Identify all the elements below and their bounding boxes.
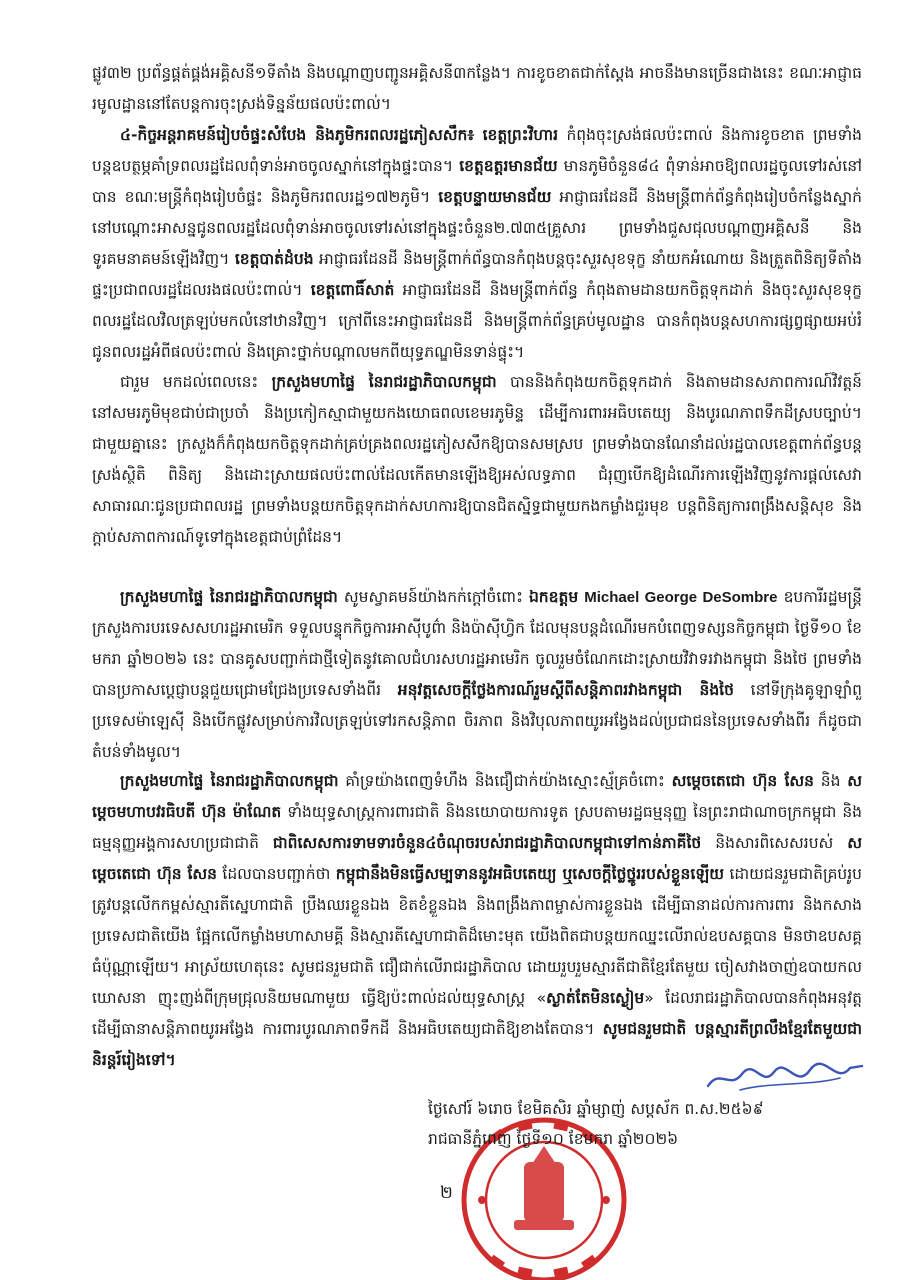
paragraph-housing-intervention	[92, 120, 862, 368]
paragraph-text: នៅទីក្រុងគូឡាឡាំពួ ប្រទេសម៉ាឡេស៊ី និងបើកផ្លូវសម្រាប់ការវិលត្រឡប់ទៅរកសន្តិភាព ចិរភាព និងវិបុលភាពយូរអង្វែងដល់ប្រជាជននៃប្រទេសទាំងពីរ ក៏ដូចជាតំបន់ទាំងមូល។	[92, 681, 862, 761]
province-battambang: ខេត្តបាត់ដំបង	[234, 250, 314, 268]
province-pursat: ខេត្តពោធិ៍សាត់	[310, 281, 395, 299]
official-name: Michael George DeSombre	[584, 589, 778, 606]
ministry-name: ក្រសួងមហាផ្ទៃ នៃរាជរដ្ឋាភិបាលកម្ពុជា	[271, 373, 497, 391]
paragraph-text: ឧបការីរដ្ឋមន្ត្រីក្រសួងការបរទេសសហរដ្ឋអាមេរិក ទទួលបន្ទុកកិច្ចការអាស៊ីបូព៌ា និងប៉ាស៊ីហ្វិក ដែលមុនបន្តដំណើរមកបំពេញទស្សនកិច្ចកម្ពុជា ថ្ងៃទី១០ ខែមករា ឆ្នាំ២០២៦ នេះ បានគូសបញ្ជាក់ជាថ្មីទៀតនូវគោលជំហរសហរដ្ឋអាមេរិក ចូលរួមចំណែកដោះស្រាយវិវាទរវាងកម្ពុជា និងថៃ ព្រមទាំងបានប្រកាសប្តេជ្ញាបន្តជួយជ្រោមជ្រែងប្រទេសទាំងពីរ	[92, 588, 862, 699]
province-oddar-meanchey: ខេត្តឧត្តរមានជ័យ	[459, 157, 558, 175]
date-solar	[428, 1124, 868, 1154]
paragraph-text: គាំទ្រយ៉ាងពេញទំហឹង និងជឿជាក់យ៉ាងស្មោះស្ម័គ្រចំពោះ	[338, 772, 672, 790]
joint-declaration: អនុវត្តសេចក្តីថ្លែងការណ៍រួមស្តីពីសន្តិភាពរវាងកម្ពុជា និងថៃ	[397, 681, 734, 699]
sovereignty-statement: កម្ពុជានឹងមិនធ្វើសម្បទាននូវអធិបតេយ្យ ឬសេចក្តីថ្លៃថ្នូររបស់ខ្លួនឡើយ	[335, 865, 725, 883]
paragraph-text: អាជ្ញាធរដែនដី និងមន្ត្រីពាក់ព័ន្ធ កំពុងតាមដានយកចិត្តទុកដាក់ និងចុះសួរសុខទុក្ខពលរដ្ឋដែលវិលត្រឡប់មកលំនៅឋានវិញ។ ក្រៅពីនេះអាជ្ញាធរដែនដី និងមន្ត្រីពាក់ព័ន្ធគ្រប់មូលដ្ឋាន បានកំពុងបន្តសហការផ្សព្វផ្សាយអប់រំជូនពលរដ្ឋអំពីផលប៉ះពាល់ និងគ្រោះថ្នាក់បណ្តាលមកពីយុទ្ធភណ្ឌមិនទាន់ផ្ទុះ។	[92, 281, 862, 361]
paragraph-text: ជារួម មកដល់ពេលនេះ	[120, 373, 272, 391]
date-lunar	[428, 1094, 868, 1124]
ministry-name: ក្រសួងមហាផ្ទៃ នៃរាជរដ្ឋាភិបាលកម្ពុជា	[120, 772, 339, 790]
date-solar-text: រាជធានីភ្នំពេញ ថ្ងៃទី១០ ខែមករា ឆ្នាំ២០២៦	[428, 1130, 679, 1148]
paragraph-text: ដែលបានបញ្ជាក់ថា	[216, 865, 336, 883]
section-heading: ៤-កិច្ចអន្តរាគមន៍រៀបចំផ្ទះសំបែង និងភូមិករពលរដ្ឋភៀសសឹក៖	[120, 126, 475, 144]
ministry-name: ក្រសួងមហាផ្ទៃ នៃរាជរដ្ឋាភិបាលកម្ពុជា	[120, 588, 338, 606]
paragraph-text: » ដែលរាជរដ្ឋាភិបាលបានកំពុងអនុវត្ត ដើម្បីធានាសន្តិភាពយូរអង្វែង ការពារបូរណភាពទឹកដី និងអធិបតេយ្យជាតិឱ្យខាងតែបាន។	[92, 989, 862, 1038]
paragraph-infrastructure-damage	[92, 58, 862, 120]
paragraph-text: បាននិងកំពុងយកចិត្តទុកដាក់ និងតាមដានសភាពការណ៍វិវត្តន៍នៅសមរភូមិមុខជាប់ជាប្រចាំ និងប្រកៀកស្មាជាមួយកងយោធពលខេមរភូមិន្ទ ដើម្បីការពារអធិបតេយ្យ និងបូរណភាពទឹកដីស្របច្បាប់។ ជាមួយគ្នានេះ ក្រសួងក៏កំពុងយកចិត្តទុកដាក់គ្រប់គ្រងពលរដ្ឋភៀសសឹកឱ្យបានសមស្រប ព្រមទាំងបានណែនាំដល់រដ្ឋបាលខេត្តពាក់ព័ន្ធបន្តស្រង់ស្ថិតិ ពិនិត្យ និងដោះស្រាយផលប៉ះពាល់ដែលកើតមានឡើងឱ្យអស់លទ្ធភាព ជំរុញបើកឱ្យដំណើរការឡើងវិញនូវការផ្តល់សេវាសាធារណៈជូនប្រជាពលរដ្ឋ ព្រមទាំងបន្តយកចិត្តទុកដាក់សហការឱ្យបានជិតស្និទ្ធជាមួយកងកម្លាំងជួរមុខ បន្តពិនិត្យការពង្រឹងសន្តិសុខ និងក្តាប់សភាពការណ៍ទូទៅក្នុងខេត្តជាប់ព្រំដែន។	[92, 373, 862, 546]
paragraph-text: អាជ្ញាធរដែនដី និងមន្ត្រីពាក់ព័ន្ធកំពុងរៀបចំកន្លែងស្នាក់នៅបណ្តោះអាសន្នជូនពលរដ្ឋដែលពុំទាន់អាចចូលទៅរស់នៅក្នុងផ្ទះចំនួន២.៧៣៥គ្រួសារ ព្រមទាំងជួសជុលបណ្តាញអគ្គិសនី និងទូរគមនាគមន៍ឡើងវិញ។	[92, 188, 862, 268]
paragraph-text: និងសារពិសេសរបស់	[701, 834, 848, 852]
strategy-name: ស្ងាត់តែមិនស្ងៀម	[546, 989, 645, 1007]
leader-name: សម្តេចតេជោ ហ៊ុន សែន	[671, 772, 814, 790]
leader-name: សម្តេចមហាបវរធិបតី ហ៊ុន ម៉ាណែត	[92, 772, 862, 821]
paragraph-us-welcome	[92, 582, 862, 768]
paragraph-text: មានភូមិចំនួន៨៤ ពុំទាន់អាចឱ្យពលរដ្ឋចូលទៅរស់នៅបាន ខណៈមន្ត្រីកំពុងរៀបចំផ្ទះ និងភូមិករពលរដ្ឋ១៧២ភូមិ។	[92, 157, 862, 206]
leader-name: សម្តេចតេជោ ហ៊ុន សែន	[92, 834, 862, 883]
paragraph-text: ទាំងយុទ្ធសាស្ត្រការពារជាតិ និងនយោបាយការទូត ស្របតាមរដ្ឋធម្មនុញ្ញ នៃព្រះរាជាណាចក្រកម្ពុជា និងធម្មនុញ្ញអង្គការសហប្រជាជាតិ	[92, 803, 862, 852]
paragraph-text: អាជ្ញាធរដែនដី និងមន្ត្រីពាក់ព័ន្ធបានកំពុងបន្តចុះសួរសុខទុក្ខ នាំយកអំណោយ និងត្រួតពិនិត្យទីតាំងផ្ទះប្រជាពលរដ្ឋដែលរងផលប៉ះពាល់។	[92, 250, 862, 299]
paragraph-text: សូមស្វាគមន៍យ៉ាងកក់ក្តៅចំពោះ	[337, 588, 529, 606]
paragraph-text: ដោយជនរួមជាតិគ្រប់រូបត្រូវបន្តលើកកម្ពស់ស្មារតីស្នេហាជាតិ ប្រឹងឈរខ្លួនឯង ខិតខំខ្លួនឯង និងពង្រឹងភាពម្ចាស់ការខ្លួនឯង ដើម្បីធានាដល់ការការពារ និងកសាងប្រទេសជាតិយើង ផ្អែកលើកម្លាំងមហាសាមគ្គី និងស្មារតីស្នេហាជាតិដ៏មោះមុត យើងពិតជាបន្តយកឈ្នះលើរាល់ឧបសគ្គបាន មិនថាឧបសគ្គធំប៉ុណ្ណាឡើយ។ អាស្រ័យហេតុនេះ សូមជនរួមជាតិ ជឿជាក់លើរាជរដ្ឋាភិបាល ដោយរួបរួមស្មារតីជាតិខ្មែរតែមួយ ចៀសវាងចាញ់ឧបាយកលឃោសនា ញុះញង់ពីក្រុមជ្រុលនិយមណាមួយ ធ្វើឱ្យប៉ះពាល់ដល់យុទ្ធសាស្ត្រ «	[92, 865, 863, 1007]
paragraph-support-statement	[92, 766, 862, 1076]
paragraph-text: និង	[814, 772, 848, 790]
province-preah-vihear: ខេត្តព្រះវិហារ	[482, 126, 559, 144]
four-point-demands: ជាពិសេសការទាមទារចំនួន៤ចំណុចរបស់រាជរដ្ឋាភិបាលកម្ពុជាទៅកាន់ភាគីថៃ	[272, 834, 702, 852]
province-banteay-meanchey: ខេត្តបន្ទាយមានជ័យ	[438, 188, 552, 206]
honorific-title: ឯកឧត្តម	[528, 588, 579, 606]
paragraph-text: ផ្លូវ៣២ ប្រព័ន្ធផ្គត់ផ្គង់អគ្គិសនី១ទីតាំង និងបណ្តាញបញ្ជូនអគ្គិសនី៣កន្លែង។ ការខូចខាតជាក់ស្តែង អាចនឹងមានច្រើនជាងនេះ ខណៈអាជ្ញាធរមូលដ្ឋាននៅតែបន្តការចុះស្រង់ទិន្នន័យផលប៉ះពាល់។	[92, 64, 862, 113]
closing-appeal: សូមជនរួមជាតិ បន្តស្មារតីព្រលឹងខ្មែរតែមួយជានិរន្តរ៍រៀងទៅ។	[92, 1020, 862, 1069]
paragraph-ministry-summary	[92, 367, 862, 553]
paragraph-text: កំពុងចុះស្រង់ផលប៉ះពាល់ និងការខូចខាត ព្រមទាំងបន្តឧបត្ថម្ភគាំទ្រពលរដ្ឋដែលពុំទាន់អាចចូលស្នាក់នៅក្នុងផ្ទះបាន។	[92, 126, 862, 175]
date-lunar-text: ថ្ងៃសៅរ៍ ៦រោច ខែមិគសិរ ឆ្នាំម្សាញ់ សប្តស័ក ព.ស.២៥៦៩	[428, 1100, 764, 1118]
page-number: ២	[440, 1183, 453, 1203]
